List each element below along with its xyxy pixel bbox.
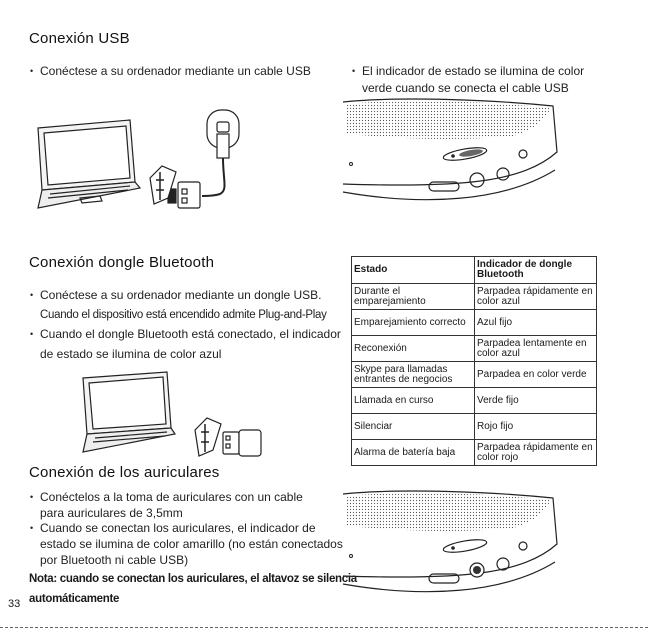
table-cell: Skype para llamadas entrantes de negocios xyxy=(352,362,475,388)
table-cell: Durante el emparejamiento xyxy=(352,284,475,310)
dongle-bullet-1: • Conéctese a su ordenador mediante un dongle USB. Cuando el dispositivo está encendido admite Plug-and-Play xyxy=(30,288,327,321)
headphones-section-title: Conexión de los auriculares xyxy=(29,464,220,481)
table-cell: Parpadea lentamente en color azul xyxy=(475,336,597,362)
usb-bullet-1: • Conéctese a su ordenador mediante un cable USB xyxy=(30,64,311,78)
page-number: 33 xyxy=(8,598,21,610)
speaker-device-icon xyxy=(343,92,563,212)
usb-section-title: Conexión USB xyxy=(29,30,130,47)
table-row xyxy=(352,284,597,310)
table-header-row xyxy=(352,257,597,284)
table-cell: Silenciar xyxy=(352,414,475,440)
table-row xyxy=(352,362,597,388)
table-cell: Emparejamiento correcto xyxy=(352,310,475,336)
table-row xyxy=(352,414,597,440)
dongle-section-title: Conexión dongle Bluetooth xyxy=(29,254,215,271)
usb-status-bullet: • El indicador de estado se ilumina de color verde cuando se conecta el cable USB xyxy=(352,64,585,95)
usb-cable-icon xyxy=(168,110,239,208)
table-row xyxy=(352,310,597,336)
table-cell: Parpadea rápidamente en color azul xyxy=(475,284,597,310)
laptop-usb-illustration xyxy=(30,110,280,220)
status-indicator-table xyxy=(351,256,597,466)
table-header-cell: Estado xyxy=(352,257,475,284)
dongle-bullet-2: • Cuando el dongle Bluetooth está conectado, el indicador de estado se ilumina de color azul xyxy=(30,327,341,361)
table-cell: Parpadea en color verde xyxy=(475,362,597,388)
page-bottom-divider xyxy=(0,627,648,628)
table-row xyxy=(352,388,597,414)
bluetooth-dongle-icon xyxy=(195,418,261,456)
headphones-bullet-1: • Conéctelos a la toma de auriculares con un cable para auriculares de 3,5mm xyxy=(30,490,303,520)
table-cell: Reconexión xyxy=(352,336,475,362)
table-cell: Verde fijo xyxy=(475,388,597,414)
headphones-bullet-2: • Cuando se conectan los auriculares, el indicador de estado se ilumina de color amarillo (no están conectados por Bluetooth ni cable USB) xyxy=(30,521,343,567)
speaker-device-icon xyxy=(343,484,563,604)
table-row xyxy=(352,440,597,466)
table-cell: Alarma de batería baja xyxy=(352,440,475,466)
headphones-note: Nota: cuando se conectan los auriculares, el altavoz se silencia automáticamente xyxy=(29,573,357,605)
laptop-dongle-illustration xyxy=(75,370,275,462)
table-row xyxy=(352,336,597,362)
table-cell: Azul fijo xyxy=(475,310,597,336)
table-cell: Llamada en curso xyxy=(352,388,475,414)
table-cell: Rojo fijo xyxy=(475,414,597,440)
table-header-cell: Indicador de dongle Bluetooth xyxy=(475,257,597,284)
laptop-icon xyxy=(83,372,175,452)
table-cell: Parpadea rápidamente en color rojo xyxy=(475,440,597,466)
laptop-icon xyxy=(38,120,140,208)
